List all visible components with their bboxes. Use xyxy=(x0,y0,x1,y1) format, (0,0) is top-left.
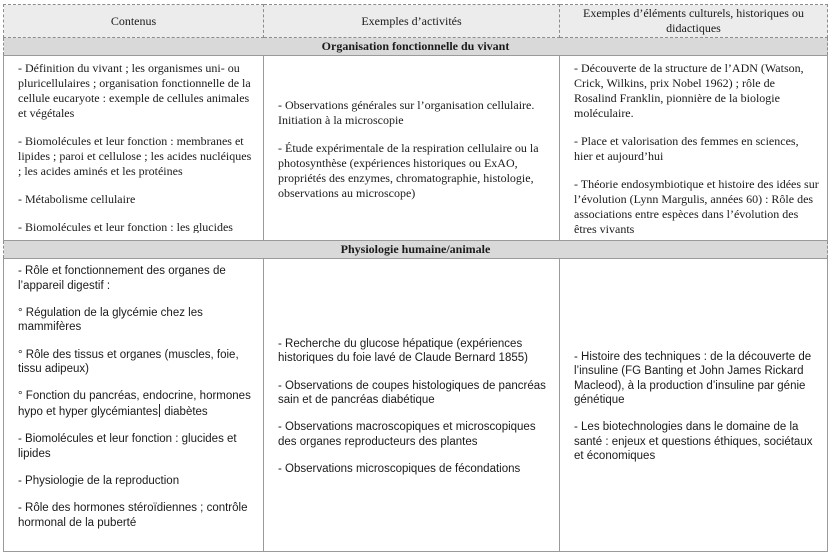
text-cursor xyxy=(159,404,160,417)
activity-item: - Observations générales sur l’organisation cellulaire. Initiation à la microscopie xyxy=(278,97,535,127)
content-item: ° Rôle des tissus et organes (muscles, foie, tissu adipeux) xyxy=(18,348,239,376)
culture-cell[interactable] xyxy=(560,56,828,241)
culture-item: - Les biotechnologies dans le domaine de la santé : enjeux et questions éthiques, sociétaux et économiques xyxy=(574,421,813,463)
activity-item: - Observations macroscopiques et microscopiques des organes reproducteurs des plantes xyxy=(278,421,536,448)
contents-cell[interactable] xyxy=(4,259,264,552)
content-item: - Définition du vivant ; les organismes uni- ou pluricellulaires ; organisation fonctionnelle de la cellule eucaryote : exemple de cellules animales et végétales xyxy=(18,61,251,120)
activities-cell[interactable] xyxy=(264,259,560,552)
content-item: - Rôle et fonctionnement des organes de l’appareil digestif : xyxy=(18,265,226,292)
culture-item: - Théorie endosymbiotique et histoire des idées sur l’évolution (Lynn Margulis, années 60) : Rôle des associations entre espèces dans l’évolution des êtres vivants xyxy=(574,177,819,236)
content-item: - Rôle des hormones stéroïdiennes ; contrôle hormonal de la puberté xyxy=(18,502,248,529)
content-item-part: ° Fonction du pancréas, endocrine, hormones hypo et hyper glycémiantes xyxy=(18,390,251,418)
activity-item: - Observations microscopiques de fécondations xyxy=(278,463,521,476)
section-title[interactable]: Organisation fonctionnelle du vivant xyxy=(4,38,828,56)
section-title[interactable]: Physiologie humaine/animale xyxy=(4,241,828,259)
content-item: - Biomolécules et leur fonction : les glucides xyxy=(18,220,233,233)
content-item: - Métabolisme cellulaire xyxy=(18,192,136,206)
content-item-with-cursor[interactable] xyxy=(18,389,255,419)
column-header-culture[interactable]: Exemples d’éléments culturels, historiques ou didactiques xyxy=(560,5,828,38)
table-row xyxy=(4,259,828,552)
section-header-row xyxy=(4,241,828,259)
column-header-activities[interactable]: Exemples d’activités xyxy=(264,5,560,38)
content-item: - Biomolécules et leur fonction : glucides et lipides xyxy=(18,433,237,460)
culture-item: - Histoire des techniques : de la découverte de l’insuline (FG Banting et John James Rickard Macleod), à la production d’insuline par génie génétique xyxy=(574,350,812,406)
content-item: - Physiologie de la reproduction xyxy=(18,474,180,487)
content-item: - Biomolécules et leur fonction : membranes et lipides ; paroi et cellulose ; les acides nucléiques ; les acides aminés et les protéines xyxy=(18,134,252,178)
activity-item: - Recherche du glucose hépatique (expériences historiques du foie lavé de Claude Bernard 1855) xyxy=(278,337,528,365)
content-item-part: diabètes xyxy=(164,405,208,418)
table-row xyxy=(4,56,828,241)
activity-item: - Étude expérimentale de la respiration cellulaire ou la photosynthèse (expériences historiques ou ExAO, propriétés des enzymes, chromatographie, histologie, observations au microscope) xyxy=(278,140,539,200)
column-header-contents[interactable]: Contenus xyxy=(4,5,264,38)
contents-cell[interactable] xyxy=(4,56,264,241)
culture-item: - Découverte de la structure de l’ADN (Watson, Crick, Wilkins, prix Nobel 1962) ; rôle de Rosalind Franklin, pionnière de la biologie moléculaire. xyxy=(574,61,804,120)
activity-item: - Observations de coupes histologiques de pancréas sain et de pancréas diabétique xyxy=(278,379,546,406)
content-item: ° Régulation de la glycémie chez les mammifères xyxy=(18,306,203,334)
culture-cell[interactable] xyxy=(560,259,828,552)
culture-item: - Place et valorisation des femmes en sciences, hier et aujourd’hui xyxy=(574,134,799,163)
activities-cell[interactable] xyxy=(264,56,560,241)
table-header-row xyxy=(4,5,828,38)
curriculum-table xyxy=(3,4,828,552)
section-header-row xyxy=(4,38,828,56)
